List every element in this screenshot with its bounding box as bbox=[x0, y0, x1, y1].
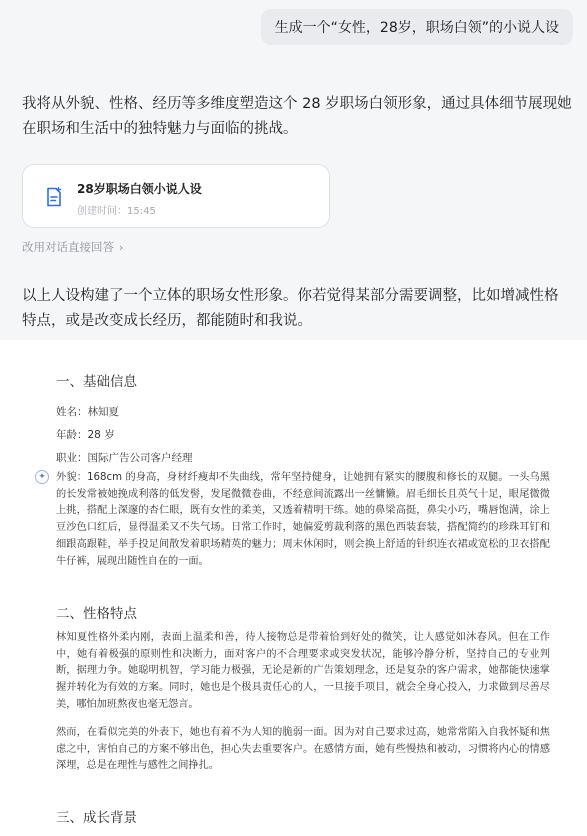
section-heading-personality: 二、性格特点 bbox=[56, 606, 137, 622]
field-appearance: 外貌：168cm 的身高，身材纤瘦却不失曲线，常年坚持健身，让她拥有紧实的腰腹和修长的双腿。一头乌黑的长发常被她挽成利落的低发髻，发尾微微卷曲，不经意间流露出一丝慵懒。眉毛细长且英气十足，眼尾微微上挑，搭配上深邃的杏仁眼，既有女性的柔美，又透着精明干练。她的鼻梁高挺，鼻尖小巧，嘴唇饱满，涂上豆沙色口红后，显得温柔又不失气场。日常工作时，她偏爱剪裁利落的黑色西装套装，搭配简约的珍珠耳钉和细跟高跟鞋，举手投足间散发着职场精英的魅力；周末休闲时，则会换上舒适的针织连衣裙或宽松的卫衣搭配牛仔裤，展现出随性自在的一面。 bbox=[56, 472, 550, 567]
assistant-intro-text: 我将从外貌、性格、经历等多维度塑造这个 28 岁职场白领形象，通过具体细节展现她在职场和生活中的独特魅力与面临的挑战。 bbox=[22, 96, 572, 137]
document-card-time: 创建时间：15:45 bbox=[77, 206, 156, 217]
switch-to-chat-link[interactable] bbox=[22, 239, 123, 255]
field-name: 姓名：林知夏 bbox=[56, 406, 119, 418]
field-job: 职业：国际广告公司客户经理 bbox=[56, 452, 193, 464]
document-icon bbox=[45, 187, 63, 207]
document-card-title: 28岁职场白领小说人设 bbox=[77, 182, 202, 196]
personality-paragraph-1: 林知夏性格外柔内刚，表面上温柔和善，待人接物总是带着恰到好处的微笑，让人感觉如沐春风。但在工作中，她有着极强的原则性和决断力，面对客户的不合理要求或突发状况，能够冷静分析，坚持自己的专业判断，据理力争。她聪明机智，学习能力极强，无论是新的广告策划理念，还是复杂的客户需求，她都能快速掌握并转化为有效的方案。同时，她也是个极具责任心的人，一旦接手项目，就会全身心投入，力求做到尽善尽美，哪怕加班熬夜也毫无怨言。 bbox=[56, 632, 550, 710]
ai-assist-icon[interactable]: ✦ bbox=[35, 470, 49, 484]
document-content bbox=[0, 340, 587, 836]
document-card[interactable] bbox=[22, 164, 330, 228]
assistant-outro-text: 以上人设构建了一个立体的职场女性形象。你若觉得某部分需要调整，比如增减性格特点，或是改变成长经历，都能随时和我说。 bbox=[22, 288, 559, 329]
switch-to-chat-label: 改用对话直接回答 bbox=[22, 240, 114, 254]
field-age: 年龄：28 岁 bbox=[56, 429, 115, 441]
chevron-right-icon: › bbox=[119, 241, 124, 254]
personality-paragraph-2: 然而，在看似完美的外表下，她也有着不为人知的脆弱一面。因为对自己要求过高，她常常陷入自我怀疑和焦虑之中，害怕自己的方案不够出色，担心失去重要客户。在感情方面，她有些慢热和被动，习惯将内心的情感深埋，总是在理性与感性之间挣扎。 bbox=[56, 727, 550, 772]
user-message-bubble: 生成一个“女性，28岁，职场白领”的小说人设 bbox=[261, 9, 573, 45]
section-heading-basic-info: 一、基础信息 bbox=[56, 374, 137, 390]
chat-area bbox=[0, 0, 587, 340]
section-heading-background: 三、成长背景 bbox=[56, 810, 137, 826]
